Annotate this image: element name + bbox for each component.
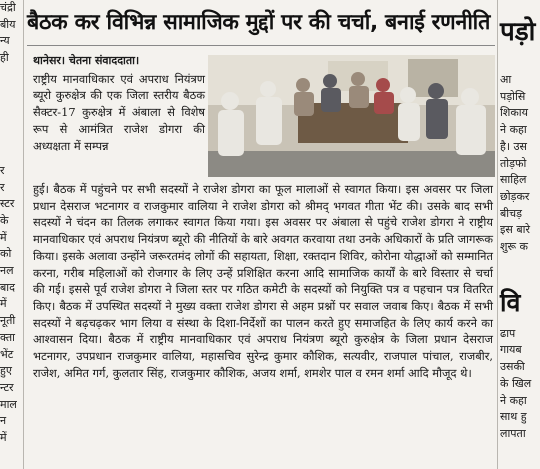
- fragment-line: शिकाय: [500, 106, 529, 120]
- fragment-line: र: [0, 163, 5, 177]
- fragment-line: ने कहा: [500, 393, 527, 407]
- right-headline-bottom: वि: [500, 288, 521, 317]
- article-body: [33, 181, 493, 381]
- fragment-line: के: [0, 213, 9, 227]
- fragment-line: को: [0, 247, 12, 261]
- fragment-line: भेंट: [0, 347, 14, 361]
- body-paragraph: हुई। बैठक में पहुंचने पर सभी सदस्यों ने राजेश डोगरा का फूल मालाओं से स्वागत किया। इस अवसर पर जिला प्रधान देसराज भटनागर व राजकुमार वालिया ने राजेश डोगरा को श्रीमद् भगवत गीता भेंट की। उसके बाद सभी सदस्यों ने चंदन का तिलक लगाकर स्वागत किया गया। इस अवसर पर अंबाला से पहुंचे राजेश डोगरा ने राष्ट्रीय मानवाधिकार एवं अपराध नियंत्रण ब्यूरो की नीतियों के बारे अवगत करवाया तथा उनके अधिकारों के प्रति जागरूक किया। इसके अलावा उन्होंने जरूरतमंद लोगों की सहायता, शिक्षा, रक्तदान शिविर, कोरोना योद्धाओं को सम्मानित करना, गरीब महिलाओं को रोजगार के लिए उन्हें प्रशिक्षित करना आदि सामाजिक कार्यों के बारे विस्तार से चर्चा की गई। इससे पूर्व राजेश डोगरा ने जिला स्तर पर गठित कमेटी के सदस्यों को नियुक्ति पत्र व पहचान पत्र वितरित किए। बैठक में उपस्थित सदस्यों ने मुख्य वक्ता राजेश डोगरा से अहम प्रश्नों पर सवाल जवाब किए। बैठक में सभी सदस्यों ने बढ़चढ़कर भाग लिया व संस्था के दिशा-निर्देशों का पालन करते हुए समाजहित के लिए कार्य करने का आश्वासन दिया। बैठक में राष्ट्रीय मानवाधिकार एवं अपराध नियंत्रण ब्यूरो कुरुक्षेत्र के जिला प्रधान देसराज भटनागर, उपप्रधान राजकुमार वालिया, महासचिव सुरेन्द्र कुमार कौशिक, सत्यवीर, राजपाल पांचाल, राजबीर, राजेश, अमित गर्ग, कुलतार सिंह, राजकुमार कौशिक, अजय शर्मा, शमशेर पाल व रमन शर्मा आदि मौजूद थे।: [33, 182, 493, 380]
- fragment-line: ही: [0, 51, 9, 65]
- fragment-line: न्य: [0, 34, 10, 48]
- fragment-line: बाद: [0, 280, 15, 294]
- meeting-photo: [208, 55, 495, 177]
- fragment-line: उसकी: [500, 360, 525, 374]
- fragment-line: हुए: [0, 364, 12, 378]
- fragment-line: पड़ोसि: [500, 89, 526, 103]
- right-column-fragments: [500, 0, 540, 443]
- article-byline: थानेसर। चेतना संवाददाता।: [33, 54, 140, 67]
- column-divider-left: [23, 0, 24, 469]
- fragment-line: गायब: [500, 343, 522, 357]
- left-column-fragments: [0, 0, 22, 447]
- fragment-line: इस बारे: [500, 223, 530, 237]
- fragment-line: चंद्री: [0, 1, 16, 14]
- fragment-line: स्टर: [0, 197, 15, 211]
- fragment-line: साहिल: [500, 173, 527, 187]
- fragment-line: शुरू क: [500, 240, 528, 254]
- fragment-line: नल: [0, 264, 14, 278]
- fragment-line: छोड़कर: [500, 189, 530, 203]
- fragment-line: लापता: [500, 426, 526, 440]
- fragment-line: में: [0, 230, 7, 244]
- fragment-line: के खिल: [500, 376, 532, 390]
- fragment-line: आ: [500, 73, 512, 86]
- intro-paragraph: राष्ट्रीय मानवाधिकार एवं अपराध नियंत्रण ब्यूरो कुरुक्षेत्र की एक जिला स्तरीय बैठक सैक्टर-17 कुरुक्षेत्र में अंबाला से विशेष रूप से आमंत्रित राजेश डोगरा की अध्यक्षता में सम्पन्न: [33, 71, 205, 153]
- fragment-line: बीय: [0, 17, 16, 31]
- fragment-line: ने कहा: [500, 123, 527, 137]
- fragment-line: है। उस: [500, 139, 527, 153]
- fragment-line: ढाप: [500, 326, 516, 340]
- fragment-line: क्ता: [0, 330, 16, 344]
- fragment-line: न: [0, 414, 7, 428]
- fragment-line: नूती: [0, 314, 16, 328]
- fragment-line: माल: [0, 397, 17, 411]
- article-headline: बैठक कर विभिन्न सामाजिक मुद्दों पर की चर्चा, बनाई रणनीति: [27, 10, 491, 35]
- right-headline-top: पड़ो: [500, 17, 536, 47]
- fragment-line: साथ हु: [500, 410, 527, 424]
- article-intro: [33, 53, 205, 154]
- fragment-line: में: [0, 297, 7, 311]
- headline-rule: [27, 45, 495, 46]
- fragment-line: में: [0, 431, 7, 445]
- fragment-line: तोड़फो: [500, 156, 527, 170]
- fragment-line: र: [0, 180, 5, 194]
- fragment-line: न्टर: [0, 380, 14, 394]
- fragment-line: बीचड़: [500, 206, 522, 220]
- column-divider-right: [497, 0, 498, 469]
